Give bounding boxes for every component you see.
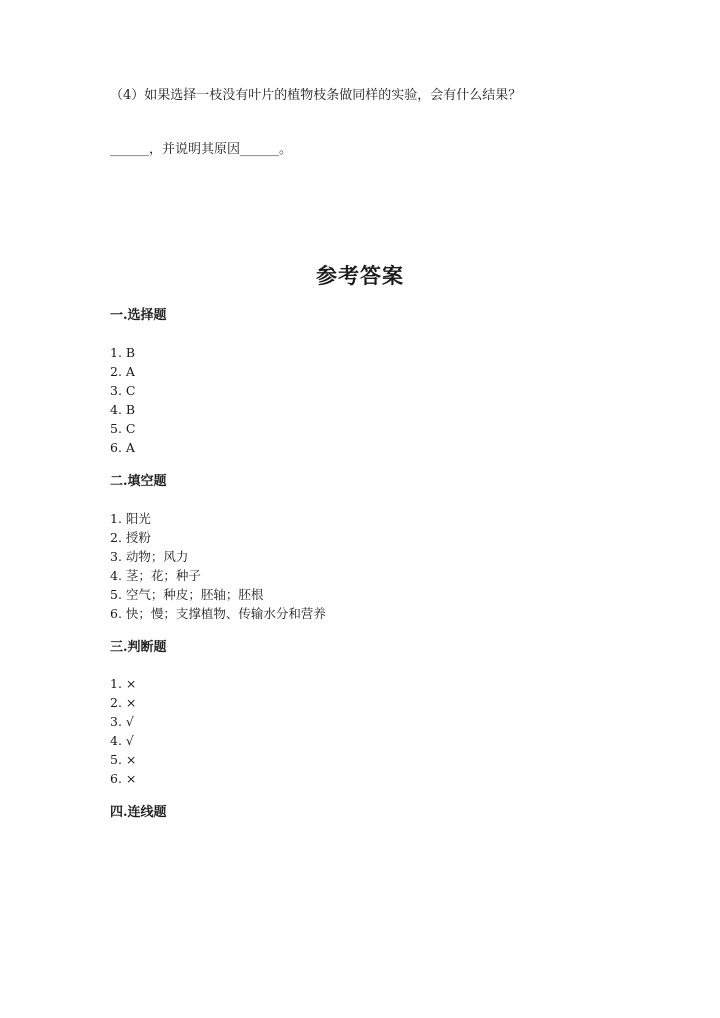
section-heading-fill-in-blank: 二.填空题 [110,474,167,489]
answer-item: 3. 动物；风力 [110,549,189,564]
answer-item: 2. A [110,364,135,379]
answer-item: 3. √ [110,714,134,729]
answer-item: 6. × [110,771,137,786]
answer-item: 2. 授粉 [110,530,151,545]
answer-item: 5. × [110,752,137,767]
section-heading-matching: 四.连线题 [110,805,167,820]
section-heading-true-false: 三.判断题 [110,640,167,655]
question-4-answer-blank: ______，并说明其原因______。 [110,142,293,157]
answer-item: 4. B [110,402,136,417]
answer-item: 1. B [110,345,136,360]
answer-item: 6. A [110,440,135,455]
section-heading-multiple-choice: 一.选择题 [110,308,167,323]
answer-key-title: 参考答案 [316,263,404,288]
true-false-answers [110,674,136,788]
answer-item: 3. C [110,383,136,398]
answer-item: 2. × [110,695,137,710]
answer-item: 5. C [110,421,136,436]
answer-item: 6. 快；慢；支撑植物、传输水分和营养 [110,606,326,621]
answer-item: 5. 空气；种皮；胚轴；胚根 [110,587,264,602]
question-4-text: （4）如果选择一枝没有叶片的植物枝条做同样的实验，会有什么结果？ [110,88,522,103]
multiple-choice-answers [110,343,135,457]
answer-item: 4. 茎；花；种子 [110,568,201,583]
fill-in-blank-answers [110,509,326,623]
answer-item: 1. 阳光 [110,511,151,526]
answer-item: 1. × [110,676,137,691]
answer-item: 4. √ [110,733,134,748]
